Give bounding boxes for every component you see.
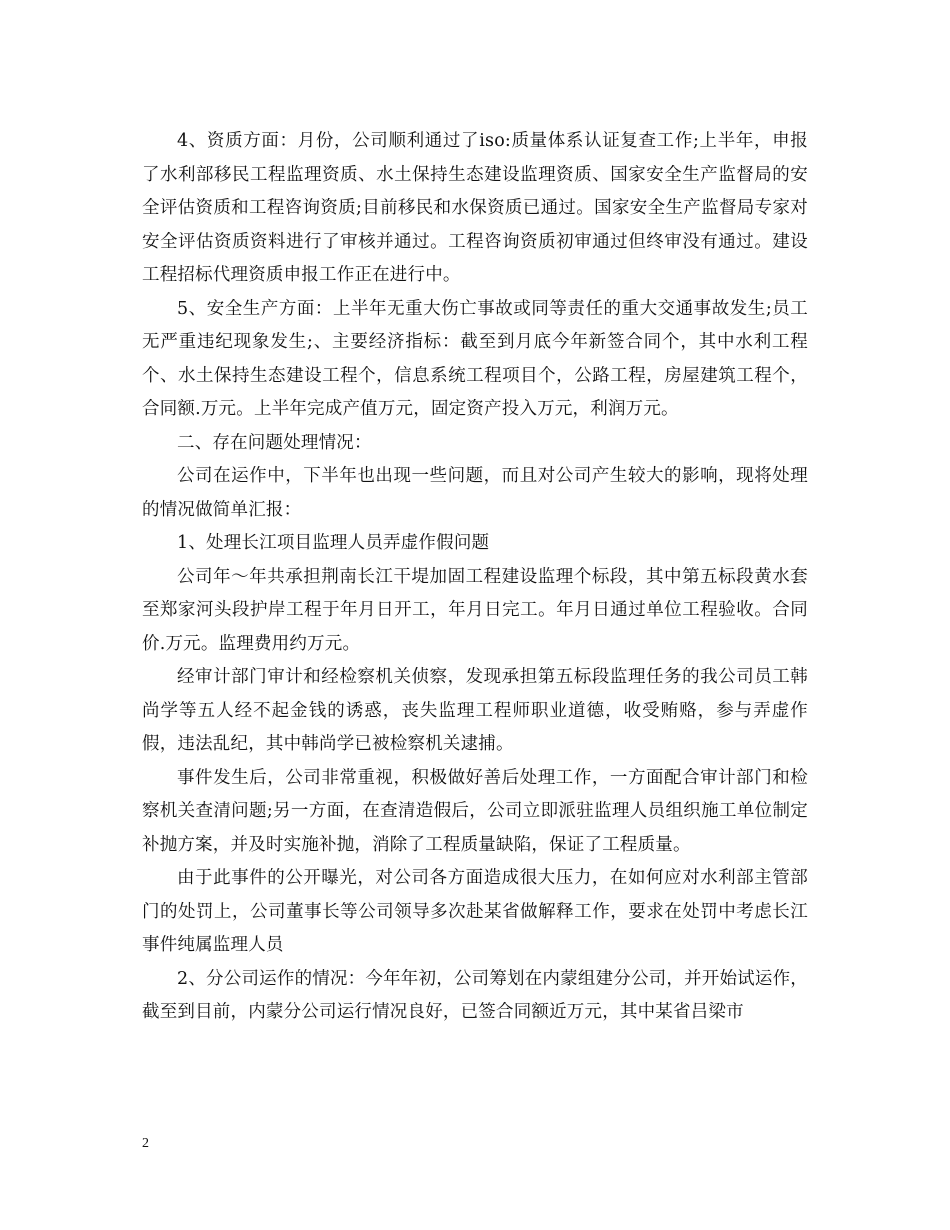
- paragraph-yangtze-project: 公司年～年共承担荆南长江干堤加固工程建设监理个标段，其中第五标段黄水套至郑家河头段护岸工程于年月日开工，年月日完工。年月日通过单位工程验收。合同价.万元。监理费用约万元。: [142, 566, 808, 654]
- section-heading-problems: 二、存在问题处理情况：: [177, 432, 372, 453]
- body-text: [142, 125, 808, 1030]
- paragraph-aftermath: 事件发生后，公司非常重视，积极做好善后处理工作，一方面配合审计部门和检察机关查清问题;另一方面，在查清造假后，公司立即派驻监理人员组织施工单位制定补抛方案，并及时实施补抛，消除了工程质量缺陷，保证了工程质量。: [142, 767, 808, 855]
- paragraph-public-exposure: 由于此事件的公开曝光，对公司各方面造成很大压力，在如何应对水利部主管部门的处罚上，公司董事长等公司领导多次赴某省做解释工作，要求在处罚中考虑长江事件纯属监理人员: [142, 868, 808, 955]
- paragraph-audit-findings: 经审计部门审计和经检察机关侦察，发现承担第五标段监理任务的我公司员工韩尚学等五人经不起金钱的诱惑，丧失监理工程师职业道德，收受贿赂，参与弄虚作假，违法乱纪，其中韩尚学已被检察机关逮捕。: [142, 667, 808, 754]
- paragraph-problems-intro: 公司在运作中，下半年也出现一些问题，而且对公司产生较大的影响，现将处理的情况做简单汇报：: [142, 466, 808, 520]
- paragraph-qualification: 4、资质方面：月份，公司顺利通过了iso:质量体系认证复查工作;上半年，申报了水利部移民工程监理资质、水土保持生态建设监理资质、国家安全生产监督局的安全评估资质和工程咨询资质;目前移民和水保资质已通过。国家安全生产监督局专家对安全评估资质资料进行了审核并通过。工程咨询资质初审通过但终审没有通过。建设工程招标代理资质申报工作正在进行中。: [142, 131, 808, 285]
- page-number: 2: [142, 1136, 149, 1151]
- subheading-yangtze-issue: 1、处理长江项目监理人员弄虚作假问题: [177, 533, 490, 553]
- paragraph-safety-production: 5、安全生产方面：上半年无重大伤亡事故或同等责任的重大交通事故发生;员工无严重违纪现象发生;、主要经济指标：截至到月底今年新签合同个，其中水利工程个、水土保持生态建设工程个，信息系统工程项目个，公路工程，房屋建筑工程个，合同额.万元。上半年完成产值万元，固定资产投入万元，利润万元。: [142, 298, 808, 419]
- paragraph-branch-operations: 2、分公司运作的情况：今年年初，公司筹划在内蒙组建分公司，并开始试运作，截至到目前，内蒙分公司运行情况良好，已签合同额近万元，其中某省吕梁市: [142, 968, 808, 1022]
